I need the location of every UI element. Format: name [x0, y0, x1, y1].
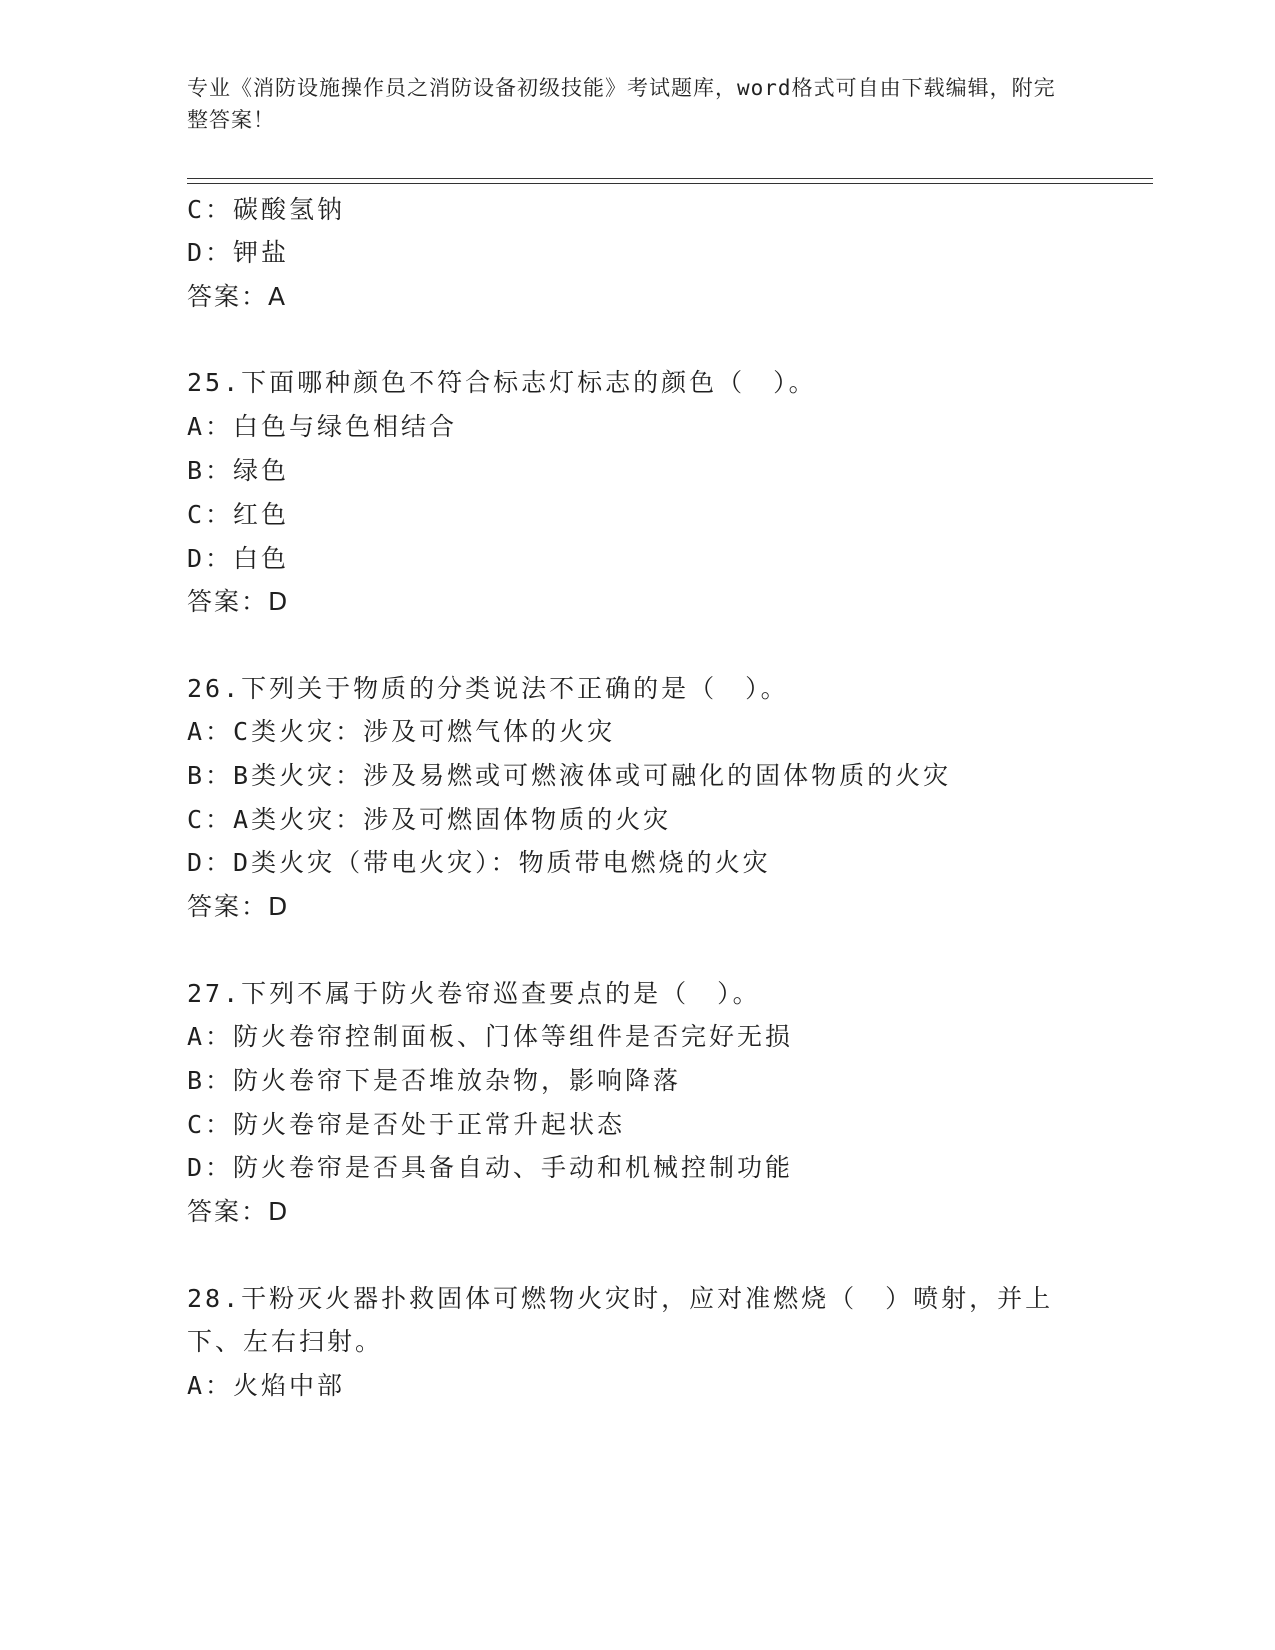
- option-d-prev: D：钾盐: [187, 238, 290, 267]
- question-27-option-b: B：防火卷帘下是否堆放杂物，影响降落: [187, 1066, 682, 1095]
- question-26-option-d: D：D类火灾（带电火灾）：物质带电燃烧的火灾: [187, 848, 771, 877]
- question-28-stem-line1: 28.干粉灭火器扑救固体可燃物火灾时，应对准燃烧（ ）喷射，并上: [187, 1284, 1054, 1313]
- question-27-option-d: D：防火卷帘是否具备自动、手动和机械控制功能: [187, 1153, 794, 1182]
- question-26-option-c: C：A类火灾：涉及可燃固体物质的火灾: [187, 805, 672, 834]
- question-25-option-c: C：红色: [187, 500, 290, 529]
- question-26-answer: 答案：D: [187, 892, 290, 921]
- question-27-answer: 答案：D: [187, 1197, 290, 1226]
- question-27-stem: 27.下列不属于防火卷帘巡查要点的是（ ）。: [187, 979, 761, 1008]
- question-26-option-b: B：B类火灾：涉及易燃或可燃液体或可融化的固体物质的火灾: [187, 761, 952, 790]
- question-28-option-a: A：火焰中部: [187, 1371, 346, 1400]
- question-27-option-a: A：防火卷帘控制面板、门体等组件是否完好无损: [187, 1022, 794, 1051]
- question-25-option-a: A：白色与绿色相结合: [187, 412, 458, 441]
- question-25-option-d: D：白色: [187, 544, 290, 573]
- header-divider-top: [187, 178, 1153, 179]
- answer-prev: 答案：A: [187, 282, 288, 311]
- question-28-stem-line2: 下、左右扫射。: [187, 1327, 384, 1356]
- question-25-answer: 答案：D: [187, 587, 290, 616]
- question-27-option-c: C：防火卷帘是否处于正常升起状态: [187, 1110, 626, 1139]
- question-26-stem: 26.下列关于物质的分类说法不正确的是（ ）。: [187, 674, 789, 703]
- question-26-option-a: A：C类火灾：涉及可燃气体的火灾: [187, 717, 616, 746]
- question-25-option-b: B：绿色: [187, 456, 290, 485]
- option-c-prev: C：碳酸氢钠: [187, 195, 346, 224]
- header-divider-bottom: [187, 183, 1153, 184]
- question-25-stem: 25.下面哪种颜色不符合标志灯标志的颜色（ ）。: [187, 368, 817, 397]
- document-header: 专业《消防设施操作员之消防设备初级技能》考试题库，word格式可自由下载编辑，附完整答案！: [187, 76, 1056, 132]
